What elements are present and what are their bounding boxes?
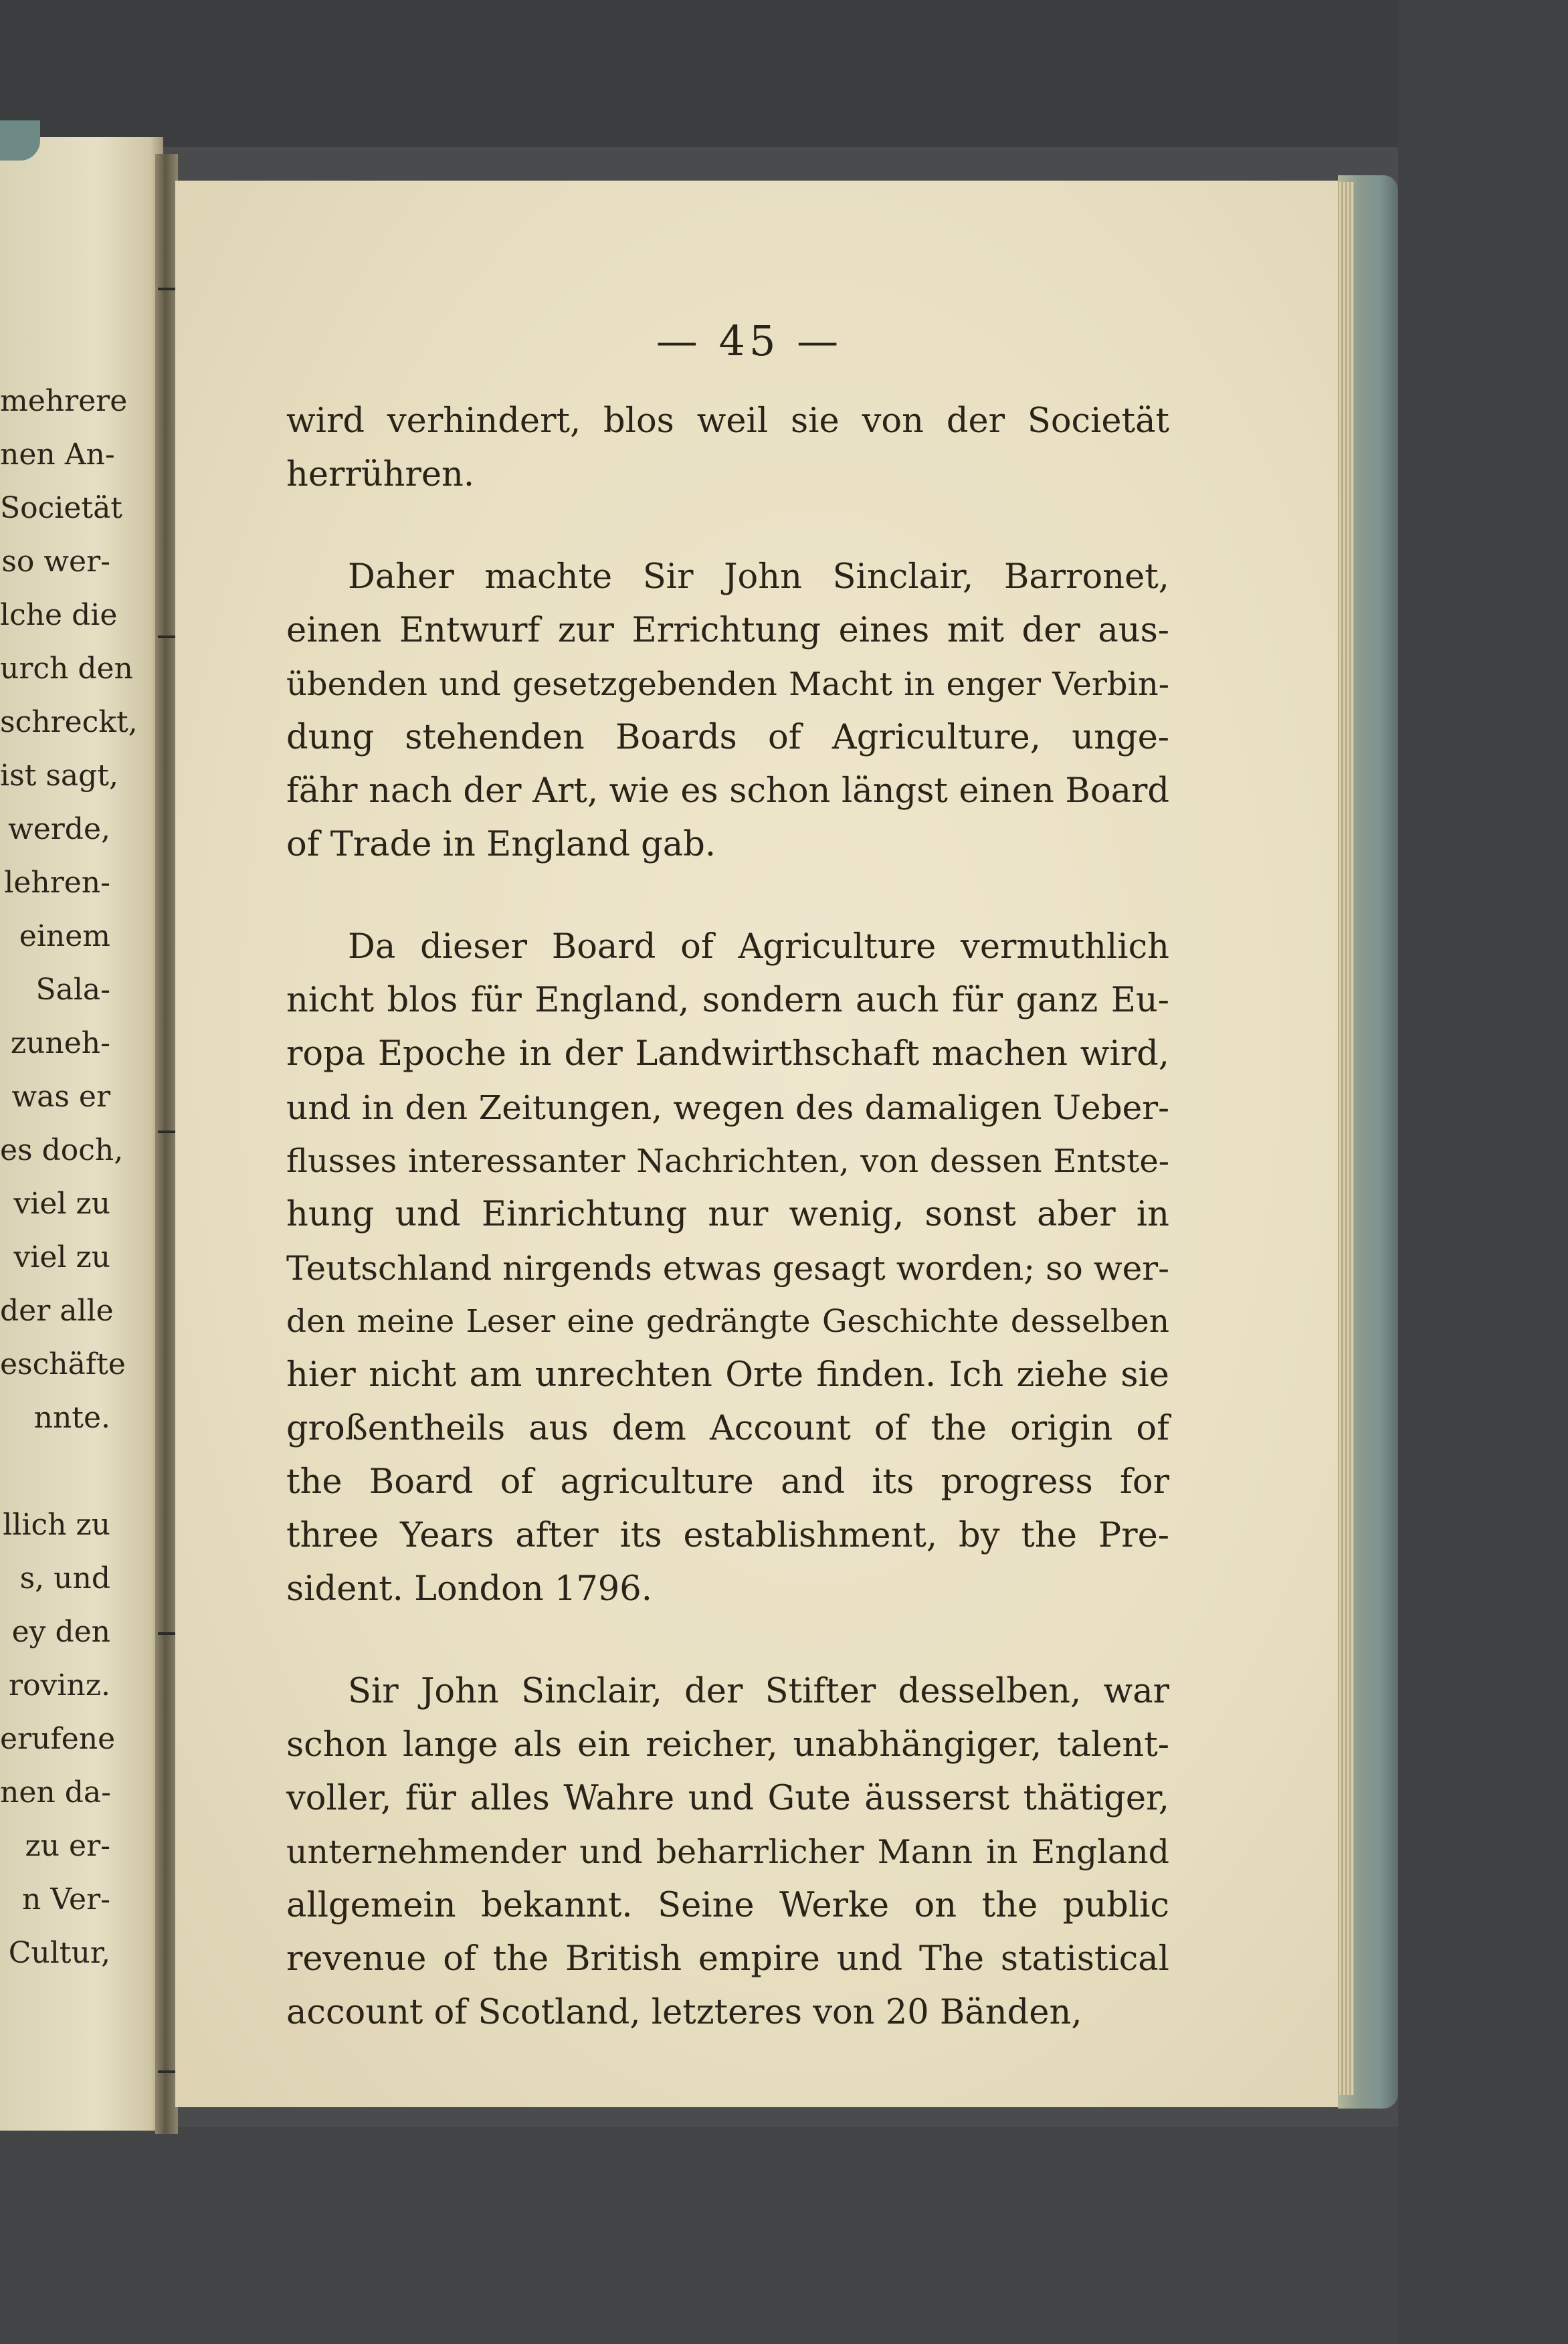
text-line: schon lange als ein reicher, unabhängiger, talent- <box>286 1725 1169 1765</box>
left-page-line: eschäfte <box>0 1347 126 1381</box>
left-page-line <box>0 1445 110 1498</box>
left-page-line: mehrere <box>0 384 128 418</box>
text-line: allgemein bekannt. Seine Werke on the public <box>286 1886 1169 1925</box>
left-page-line: Sala- <box>35 973 110 1007</box>
left-page-line: ey den <box>11 1615 110 1649</box>
text-line: unternehmender und beharrlicher Mann in England <box>286 1833 1169 1871</box>
left-page-line: so wer- <box>1 545 110 579</box>
text-line: voller, für alles Wahre und Gute äusserst thätiger, <box>286 1779 1169 1818</box>
paragraph-gap <box>286 1616 1169 1665</box>
page-number: — 45 — <box>656 316 843 365</box>
left-page-text-fragments <box>0 375 138 1980</box>
text-line: fähr nach der Art, wie es schon längst einen Board <box>286 771 1169 811</box>
background-top <box>0 0 1568 147</box>
text-line: Da dieser Board of Agriculture vermuthlich <box>348 927 1169 967</box>
paragraph <box>286 1665 1169 2040</box>
text-line: the Board of agriculture and its progress for <box>286 1462 1169 1502</box>
left-page-line: s, und <box>19 1561 110 1595</box>
left-page-line: lehren- <box>4 866 110 900</box>
paragraph-gap <box>286 502 1169 551</box>
text-line: großentheils aus dem Account of the origin of <box>286 1409 1169 1448</box>
text-line: nicht blos für England, sondern auch für ganz Eu- <box>286 981 1169 1020</box>
left-page-line: werde, <box>8 812 110 846</box>
text-line: three Years after its establishment, by the Pre- <box>286 1516 1169 1555</box>
left-page-line: urch den <box>0 652 133 686</box>
left-page-line: schreckt, <box>0 705 138 739</box>
text-line: ropa Epoche in der Landwirthschaft machen wird, <box>286 1034 1169 1074</box>
left-page-line: llich zu <box>3 1508 110 1542</box>
left-page-line: was er <box>11 1080 110 1114</box>
left-page-line: ist sagt, <box>0 759 118 793</box>
left-cover-corner <box>0 120 40 161</box>
left-page-line: zuneh- <box>10 1026 110 1060</box>
left-page-line: der alle <box>0 1294 114 1328</box>
text-line: einen Entwurf zur Errichtung eines mit der aus- <box>286 611 1169 650</box>
left-page-line: Societät <box>0 491 122 525</box>
left-page-line: erufene <box>0 1722 116 1756</box>
text-line: herrühren. <box>286 455 475 494</box>
paragraph <box>286 395 1169 502</box>
book-gutter <box>155 154 178 2134</box>
text-line: dung stehenden Boards of Agriculture, unge- <box>286 718 1169 757</box>
paragraph-gap <box>286 872 1169 920</box>
left-page-line: zu er- <box>25 1829 110 1863</box>
text-line: und in den Zeitungen, wegen des damaligen Ueber- <box>286 1088 1169 1127</box>
left-page-line: viel zu <box>13 1240 110 1274</box>
text-line: wird verhindert, blos weil sie von der Societät <box>286 401 1169 441</box>
text-line: Teutschland nirgends etwas gesagt worden; so wer- <box>286 1249 1169 1288</box>
page-body-text <box>286 395 1169 2040</box>
text-line: of Trade in England gab. <box>286 825 716 864</box>
text-line: hung und Einrichtung nur wenig, sonst aber in <box>286 1195 1169 1234</box>
text-line: übenden und gesetzgebenden Macht in enger Verbin- <box>286 666 1169 703</box>
left-page-line: Cultur, <box>8 1936 110 1970</box>
paragraph <box>286 920 1169 1616</box>
left-page-line: lche die <box>0 598 118 632</box>
text-line: Sir John Sinclair, der Stifter desselben, war <box>348 1672 1169 1711</box>
left-page-line: nen da- <box>0 1775 111 1810</box>
left-page-line: einem <box>19 919 110 953</box>
background-right <box>1398 0 1568 2344</box>
text-line: den meine Leser eine gedrängte Geschichte desselben <box>286 1303 1169 1340</box>
left-page-line: n Ver- <box>22 1882 110 1917</box>
background-bottom <box>0 2127 1568 2344</box>
left-page-line: nen An- <box>0 437 115 472</box>
text-line: flusses interessanter Nachrichten, von dessen Entste- <box>286 1143 1169 1180</box>
left-page-line: nnte. <box>33 1401 110 1435</box>
paragraph <box>286 551 1169 872</box>
text-line: Daher machte Sir John Sinclair, Barronet, <box>348 557 1169 597</box>
text-line: revenue of the British empire und The statistical <box>286 1939 1169 1979</box>
text-line: hier nicht am unrechten Orte finden. Ich ziehe sie <box>286 1355 1169 1395</box>
text-line: account of Scotland, letzteres von 20 Bänden, <box>286 1993 1082 2032</box>
left-page-line: es doch, <box>0 1133 124 1167</box>
left-page-line: rovinz. <box>9 1668 110 1702</box>
text-line: sident. London 1796. <box>286 1569 652 1609</box>
left-page-line: viel zu <box>13 1187 110 1221</box>
